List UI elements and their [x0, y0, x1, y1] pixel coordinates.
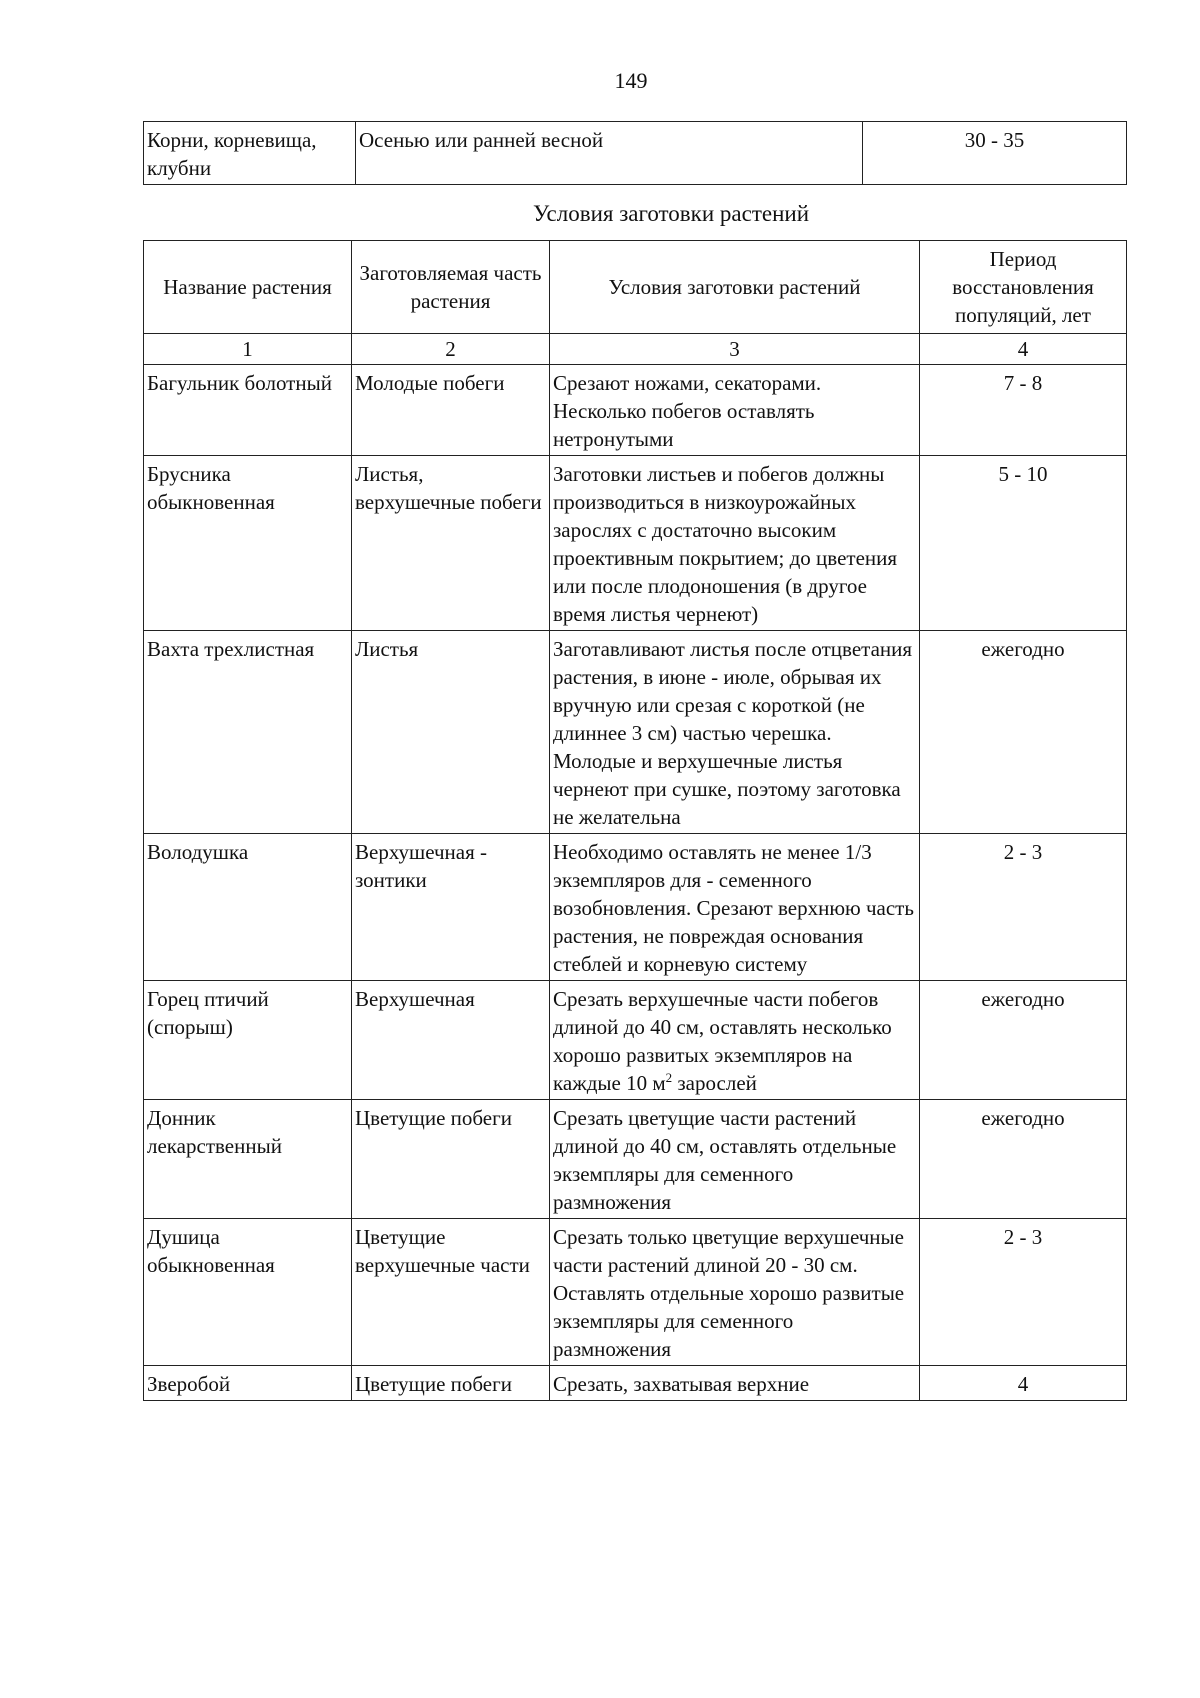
conditions-cell: Заготавливают листья после отцветания растения, в июне - июле, обрывая их вручную или срезая с короткой (не длиннее 3 см) частью черешка. Молодые и верхушечные листья чернеют при сушке, поэтому заготовка не желательна [550, 631, 920, 834]
plant-name-cell: Брусника обыкновенная [144, 456, 352, 631]
recovery-period-cell: 5 - 10 [920, 456, 1127, 631]
conditions-cell: Необходимо оставлять не менее 1/3 экземпляров для - семенного возобновления. Срезают верхнюю часть растения, не повреждая основания стеблей и корневую систему [550, 834, 920, 981]
header-conditions: Условия заготовки растений [550, 241, 920, 334]
plant-part-cell: Листья, верхушечные побеги [352, 456, 550, 631]
recovery-period-cell: 2 - 3 [920, 1219, 1127, 1366]
recovery-period-cell: ежегодно [920, 981, 1127, 1100]
plant-part-cell: Листья [352, 631, 550, 834]
page-number: 149 [614, 68, 648, 93]
plant-part-cell: Молодые побеги [352, 365, 550, 456]
column-number: 4 [920, 334, 1127, 365]
table-caption: Условия заготовки растений [533, 201, 809, 226]
table-row [144, 1366, 1127, 1401]
conditions-cell: Срезать только цветущие верхушечные части растений длиной 20 - 30 см. Оставлять отдельные хорошо развитые экземпляры для семенного размножения [550, 1219, 920, 1366]
plant-name-cell: Горец птичий (спорыш) [144, 981, 352, 1100]
superscript: 2 [665, 1070, 673, 1085]
table-row [144, 981, 1127, 1100]
conditions-cell: Срезать цветущие части растений длиной до 40 см, оставлять отдельные экземпляры для семенного размножения [550, 1100, 920, 1219]
header-plant-name: Название растения [144, 241, 352, 334]
plant-name-cell: Володушка [144, 834, 352, 981]
conditions-cell [550, 981, 920, 1100]
header-row [144, 241, 1127, 334]
plant-part-cell: Цветущие верхушечные части [352, 1219, 550, 1366]
conditions-cell: Срезать, захватывая верхние [550, 1366, 920, 1401]
recovery-period-cell: ежегодно [920, 1100, 1127, 1219]
value-cell: 30 - 35 [863, 122, 1127, 185]
recovery-period-cell: 2 - 3 [920, 834, 1127, 981]
table-row [144, 834, 1127, 981]
column-number: 3 [550, 334, 920, 365]
table-row [144, 122, 1127, 185]
plant-part-cell: Цветущие побеги [352, 1366, 550, 1401]
harvest-conditions-table [143, 240, 1127, 1401]
conditions-text-tail: зарослей [672, 1071, 757, 1095]
plant-name-cell: Вахта трехлистная [144, 631, 352, 834]
column-number: 1 [144, 334, 352, 365]
harvest-period-cell: Осенью или ранней весной [356, 122, 863, 185]
plant-part-cell: Верхушечная [352, 981, 550, 1100]
plant-name-cell: Багульник болотный [144, 365, 352, 456]
table-row [144, 631, 1127, 834]
plant-part-cell: Корни, корневища, клубни [144, 122, 356, 185]
table-row [144, 1219, 1127, 1366]
plant-part-cell: Цветущие побеги [352, 1100, 550, 1219]
header-recovery-period: Период восстановления популяций, лет [920, 241, 1127, 334]
column-number: 2 [352, 334, 550, 365]
conditions-cell: Срезают ножами, секаторами. Несколько побегов оставлять нетронутыми [550, 365, 920, 456]
column-number-row [144, 334, 1127, 365]
table-row [144, 1100, 1127, 1219]
recovery-period-cell: ежегодно [920, 631, 1127, 834]
continued-table [143, 121, 1127, 185]
plant-name-cell: Зверобой [144, 1366, 352, 1401]
conditions-text: Срезать верхушечные части побегов длиной до 40 см, оставлять несколько хорошо развитых экземпляров на каждые 10 м [553, 987, 892, 1095]
plant-name-cell: Донник лекарственный [144, 1100, 352, 1219]
conditions-cell: Заготовки листьев и побегов должны производиться в низкоурожайных зарослях с достаточно высоким проективным покрытием; до цветения или после плодоношения (в другое время листья чернеют) [550, 456, 920, 631]
recovery-period-cell: 4 [920, 1366, 1127, 1401]
recovery-period-cell: 7 - 8 [920, 365, 1127, 456]
table-row [144, 365, 1127, 456]
plant-name-cell: Душица обыкновенная [144, 1219, 352, 1366]
plant-part-cell: Верхушечная - зонтики [352, 834, 550, 981]
header-plant-part: Заготовляемая часть растения [352, 241, 550, 334]
table-row [144, 456, 1127, 631]
